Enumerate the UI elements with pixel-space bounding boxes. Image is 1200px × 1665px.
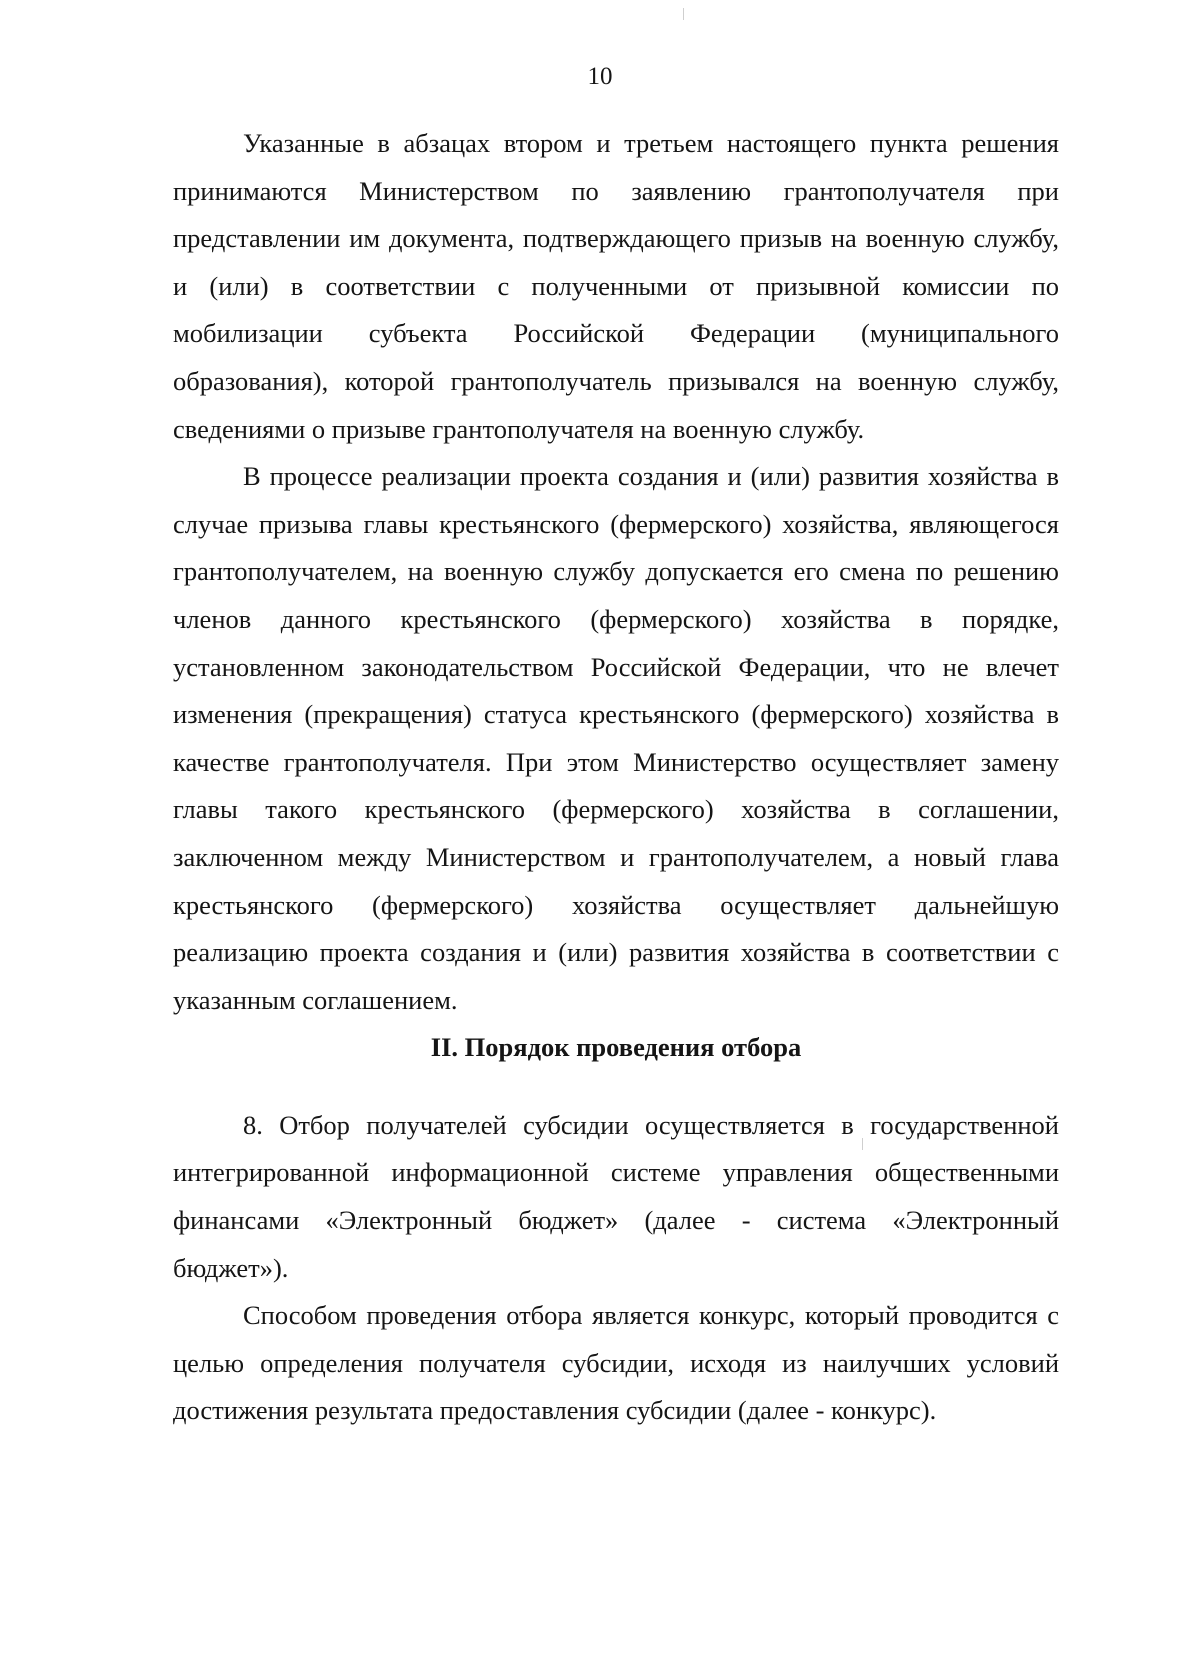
document-body (173, 120, 1059, 1435)
page-number: 10 (587, 63, 613, 90)
paragraph-head-replacement: В процессе реализации проекта создания и (или) развития хозяйства в случае призыва главы крестьянского (фермерского) хозяйства, являющегося грантополучателем, на военную службу допускается его смена по решению членов данного крестьянского (фермерского) хозяйства в порядке, установленном законодательством Российской Федерации, что не влечет изменения (прекращения) статуса крестьянского (фермерского) хозяйства в качестве грантополучателя. При этом Министерство осуществляет замену главы такого крестьянского (фермерского) хозяйства в соглашении, заключенном между Министерством и грантополучателем, а новый глава крестьянского (фермерского) хозяйства осуществляет дальнейшую реализацию проекта создания и (или) развития хозяйства в соответствии с указанным соглашением. (173, 461, 1059, 1015)
paragraph-decision-conditions: Указанные в абзацах втором и третьем настоящего пункта решения принимаются Министерством по заявлению грантополучателя при представлении им документа, подтверждающего призыв на военную службу, и (или) в соответствии с полученными от призывной комиссии по мобилизации субъекта Российской Федерации (муниципального образования), которой грантополучатель призывался на военную службу, сведениями о призыве грантополучателя на военную службу. (173, 128, 1059, 444)
paragraph-selection-method: Способом проведения отбора является конкурс, который проводится с целью определения получателя субсидии, исходя из наилучших условий достижения результата предоставления субсидии (далее - конкурс). (173, 1300, 1059, 1426)
section-heading: II. Порядок проведения отбора (430, 1032, 802, 1063)
paragraph-selection-system: 8. Отбор получателей субсидии осуществляется в государственной интегрированной информационной системе управления общественными финансами «Электронный бюджет» (далее - система «Электронный бюджет»). (173, 1109, 1059, 1283)
scan-speck (683, 8, 684, 20)
